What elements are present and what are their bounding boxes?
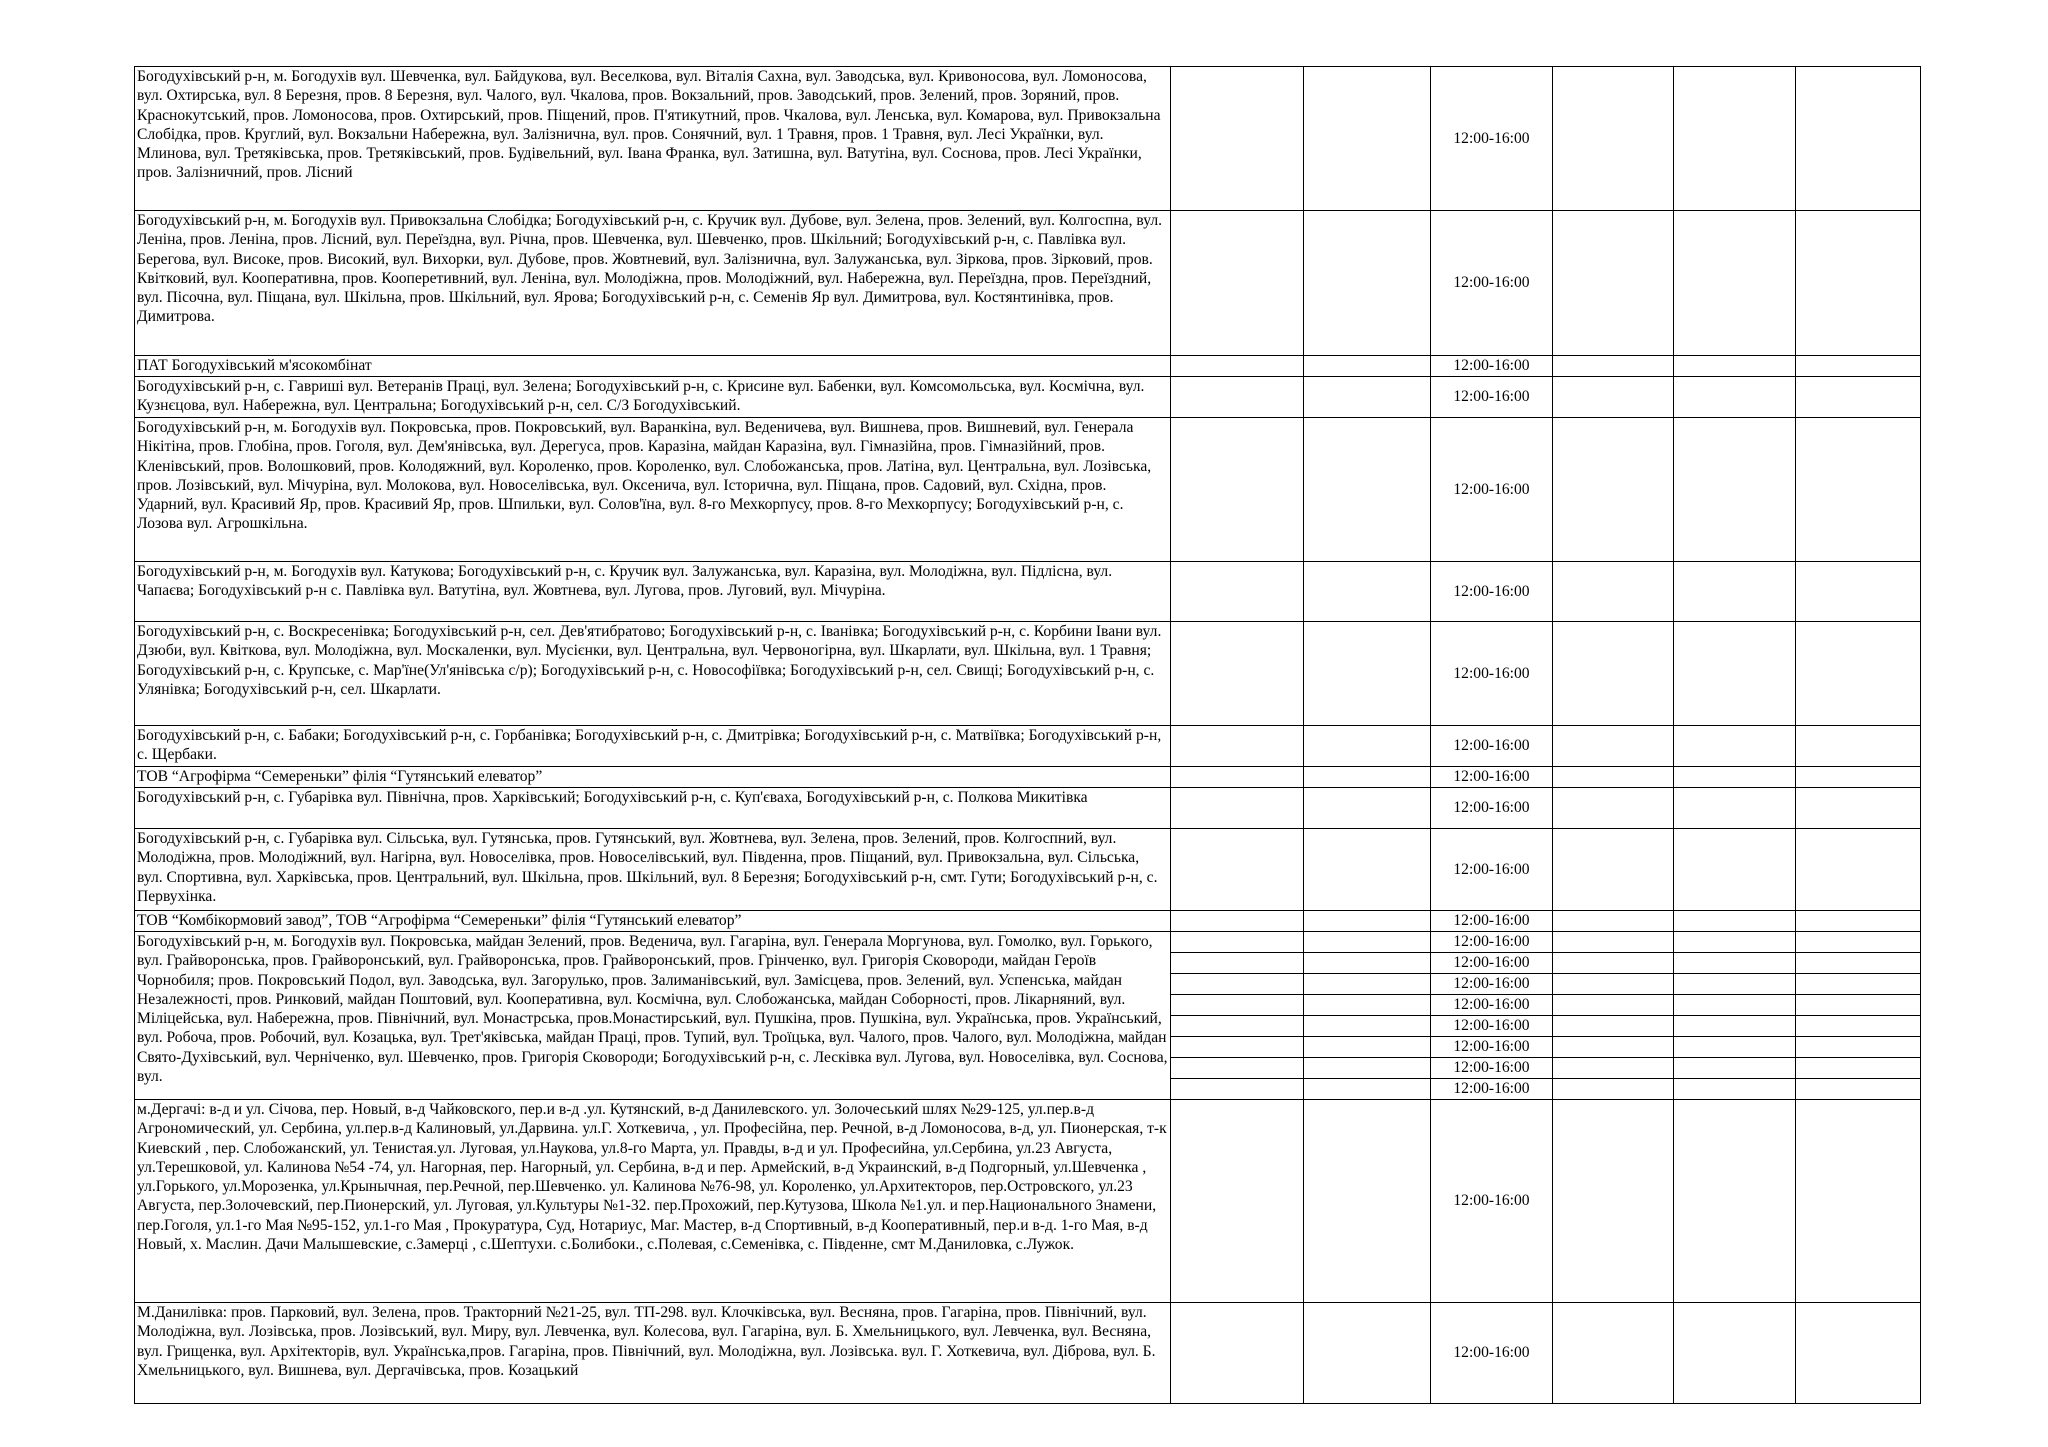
- table-row: [135, 377, 1921, 418]
- empty-cell: [1171, 418, 1304, 562]
- empty-cell: [1796, 356, 1921, 377]
- empty-cell: [1796, 911, 1921, 932]
- empty-cell: [1674, 1303, 1796, 1404]
- empty-cell: [1553, 829, 1674, 911]
- empty-cell: [1171, 767, 1304, 788]
- address-cell: Богодухівський р-н, с. Воскресенівка; Богодухівський р-н, сел. Дев'ятибратово; Богодухівський р-н, с. Іванівка; Богодухівський р-н, с. Корбини Івани вул. Дзюби, вул. Квіткова, вул. Молодіжна, вул. Москаленки, вул. Мусієнки, вул. Центральна, вул. Червоногірна, вул. Шкарлати, вул. Шкільна, вул. 1 Травня; Богодухівський р-н, с. Крупське, с. Мар'їне(Ул'янівська с/р); Богодухівський р-н, с. Новософіївка; Богодухівський р-н, сел. Свищі; Богодухівський р-н, с. Улянівка; Богодухівський р-н, сел. Шкарлати.: [135, 622, 1171, 726]
- empty-cell: [1796, 726, 1921, 767]
- empty-cell: [1674, 932, 1796, 953]
- address-cell: м.Дергачі: в-д и ул. Січова, пер. Новый, в-д Чайковского, пер.и в-д .ул. Кутянский, в-д Данилевского. ул. Золочеський шлях №29-125, ул.пер.в-д Агрономический, ул. Сербина, ул.пер.в-д Калиновый, ул.Дарвина. ул.Г. Хоткевича, , ул. Професійна, пер. Речной, в-д Ломоносова, в-д, ул. Пионерская, т-к Киевский , пер. Слобожанский, ул. Тенистая.ул. Луговая, ул.Наукова, ул.8-го Марта, ул. Правды, в-д и ул. Професийна, ул.Сербина, ул.23 Августа, ул.Терешковой, ул. Калинова №54 -74, ул. Нагорная, пер. Нагорный, ул. Сербина, в-д и пер. Армейский, в-д Украинский, в-д Подгорный, ул.Шевченка , ул.Горького, ул.Морозенка, ул.Крынычная, пер.Речной, пер.Шевченко. ул. Калинова №76-98, ул. Короленко, ул.Архитекторов, пер.Островского, ул.23 Августа, пер.Золочевский, пер.Пионерский, ул. Луговая, ул.Культуры №1-32. пер.Прохожий, пер.Кутузова, Школа №1.ул. и пер.Национального Знамени, пер.Гоголя, ул.1-го Мая №95-152, ул.1-го Мая , Прокуратура, Суд, Нотариус, Маг. Мастер, в-д Спортивный, в-д Кооперативный, пер.и в-д. 1-го Мая, в-д Новый, х. Маслин. Дачи Малышевские, с.Замерці , с.Шептухи. с.Болибоки., с.Полевая, с.Семенівка, с. Південне, смт М.Даниловка, с.Лужок.: [135, 1100, 1171, 1303]
- time-cell: 12:00-16:00: [1431, 995, 1553, 1016]
- empty-cell: [1304, 726, 1431, 767]
- empty-cell: [1171, 1100, 1304, 1303]
- empty-cell: [1796, 1016, 1921, 1037]
- empty-cell: [1171, 829, 1304, 911]
- empty-cell: [1553, 1303, 1674, 1404]
- empty-cell: [1171, 932, 1304, 953]
- empty-cell: [1674, 1100, 1796, 1303]
- empty-cell: [1553, 67, 1674, 211]
- empty-cell: [1674, 1016, 1796, 1037]
- empty-cell: [1553, 622, 1674, 726]
- empty-cell: [1171, 1079, 1304, 1100]
- time-cell: 12:00-16:00: [1431, 767, 1553, 788]
- empty-cell: [1553, 953, 1674, 974]
- time-cell: 12:00-16:00: [1431, 788, 1553, 829]
- empty-cell: [1553, 767, 1674, 788]
- empty-cell: [1796, 1079, 1921, 1100]
- empty-cell: [1796, 953, 1921, 974]
- time-cell: 12:00-16:00: [1431, 356, 1553, 377]
- empty-cell: [1796, 377, 1921, 418]
- empty-cell: [1171, 356, 1304, 377]
- table-row: [135, 767, 1921, 788]
- table-row: [135, 418, 1921, 562]
- empty-cell: [1304, 377, 1431, 418]
- empty-cell: [1304, 1016, 1431, 1037]
- empty-cell: [1674, 767, 1796, 788]
- empty-cell: [1304, 67, 1431, 211]
- empty-cell: [1796, 1058, 1921, 1079]
- table-row: [135, 788, 1921, 829]
- time-cell: 12:00-16:00: [1431, 622, 1553, 726]
- empty-cell: [1304, 974, 1431, 995]
- empty-cell: [1674, 911, 1796, 932]
- empty-cell: [1553, 726, 1674, 767]
- empty-cell: [1171, 974, 1304, 995]
- empty-cell: [1304, 622, 1431, 726]
- empty-cell: [1171, 726, 1304, 767]
- empty-cell: [1553, 377, 1674, 418]
- empty-cell: [1171, 622, 1304, 726]
- time-cell: 12:00-16:00: [1431, 211, 1553, 356]
- empty-cell: [1674, 788, 1796, 829]
- time-cell: 12:00-16:00: [1431, 377, 1553, 418]
- empty-cell: [1171, 562, 1304, 622]
- schedule-body: [135, 67, 1921, 1404]
- address-cell: Богодухівський р-н, м. Богодухів вул. Покровська, пров. Покровський, вул. Варанкіна, вул. Веденичева, вул. Вишнева, пров. Вишневий, вул. Генерала Нікітіна, пров. Глобіна, пров. Гоголя, вул. Дем'янівська, вул. Дерегуса, пров. Каразіна, майдан Каразіна, вул. Гімназійна, пров. Гімназійний, пров. Кленівський, пров. Волошковий, пров. Колодяжний, вул. Короленко, пров. Короленко, вул. Слобожанська, пров. Латіна, вул. Центральна, вул. Лозівська, пров. Лозівський, вул. Мічуріна, вул. Молокова, вул. Новоселівська, вул. Оксенича, вул. Історична, вул. Піщана, пров. Садовий, вул. Східна, пров. Ударний, вул. Красивий Яр, пров. Красивий Яр, пров. Шпильки, вул. Солов'їна, вул. 8-го Мехкорпусу, пров. 8-го Мехкорпусу; Богодухівський р-н, с. Лозова вул. Агрошкільна.: [135, 418, 1171, 562]
- empty-cell: [1304, 1079, 1431, 1100]
- empty-cell: [1674, 953, 1796, 974]
- empty-cell: [1553, 1079, 1674, 1100]
- empty-cell: [1304, 562, 1431, 622]
- empty-cell: [1553, 1016, 1674, 1037]
- address-cell: ТОВ “Комбікормовий завод”, ТОВ “Агрофірма “Семереньки” філія “Гутянський елеватор”: [135, 911, 1171, 932]
- address-cell: Богодухівський р-н, м. Богодухів вул. Покровська, майдан Зелений, пров. Веденича, вул. Гагаріна, вул. Генерала Моргунова, вул. Гомолко, вул. Горького, вул. Грайворонська, пров. Грайворонський, вул. Грайворонська, пров. Грайворонський, пров. Грінченко, вул. Григорія Сковороди, майдан Героїв Чорнобиля; пров. Покровський Подол, вул. Заводська, вул. Загорулько, пров. Залиманівський, вул. Замісцева, пров. Зелений, вул. Успенська, майдан Незалежності, пров. Ринковий, майдан Поштовий, вул. Кооперативна, вул. Космічна, вул. Слобожанська, майдан Соборності, пров. Лікарняний, вул. Міліцейська, вул. Набережна, пров. Північний, вул. Монастрська, пров.Монастирський, вул. Пушкіна, пров. Пушкіна, вул. Українська, пров. Український, вул. Робоча, пров. Робочий, вул. Козацька, вул. Трет'яківська, майдан Праці, пров. Тупий, вул. Троїцька, вул. Чалого, пров. Чалого, вул. Молодіжна, майдан Свято-Духівський, вул. Черніченко, вул. Шевченко, пров. Григорія Сковороди; Богодухівський р-н, с. Лесківка вул. Лугова, вул. Новоселівка, вул. Соснова, вул.: [135, 932, 1171, 1100]
- empty-cell: [1171, 1058, 1304, 1079]
- empty-cell: [1304, 932, 1431, 953]
- time-cell: 12:00-16:00: [1431, 974, 1553, 995]
- empty-cell: [1171, 995, 1304, 1016]
- empty-cell: [1304, 829, 1431, 911]
- empty-cell: [1304, 953, 1431, 974]
- table-row: [135, 1100, 1921, 1303]
- empty-cell: [1304, 1303, 1431, 1404]
- empty-cell: [1674, 377, 1796, 418]
- empty-cell: [1553, 211, 1674, 356]
- empty-cell: [1796, 932, 1921, 953]
- empty-cell: [1304, 1058, 1431, 1079]
- empty-cell: [1171, 377, 1304, 418]
- time-cell: 12:00-16:00: [1431, 1100, 1553, 1303]
- address-cell: Богодухівський р-н, с. Губарівка вул. Сільська, вул. Гутянська, пров. Гутянський, вул. Жовтнева, вул. Зелена, пров. Зелений, пров. Колгоспний, вул. Молодіжна, пров. Молодіжний, вул. Нагірна, вул. Новоселівка, пров. Новоселівський, вул. Південна, пров. Піщаний, вул. Привокзальна, вул. Сільська, вул. Спортивна, вул. Харківська, пров. Центральний, вул. Шкільна, пров. Шкільний, вул. 8 Березня; Богодухівський р-н, смт. Гути; Богодухівський р-н, с. Первухінка.: [135, 829, 1171, 911]
- empty-cell: [1796, 974, 1921, 995]
- time-cell: 12:00-16:00: [1431, 932, 1553, 953]
- empty-cell: [1796, 211, 1921, 356]
- address-cell: Богодухівський р-н, м. Богодухів вул. Катукова; Богодухівський р-н, с. Кручик вул. Залужанська, вул. Каразіна, вул. Молодіжна, вул. Підлісна, вул. Чапаєва; Богодухівський р-н с. Павлівка вул. Ватутіна, вул. Жовтнева, вул. Лугова, пров. Луговий, вул. Мічуріна.: [135, 562, 1171, 622]
- address-cell: Богодухівський р-н, м. Богодухів вул. Привокзальна Слобідка; Богодухівський р-н, с. Кручик вул. Дубове, вул. Зелена, пров. Зелений, вул. Колгоспна, вул. Леніна, пров. Леніна, пров. Лісний, вул. Переїздна, вул. Річна, пров. Шевченка, вул. Шевченко, пров. Шкільний; Богодухівський р-н, с. Павлівка вул. Берегова, вул. Високе, пров. Високий, вул. Вихорки, вул. Дубове, пров. Жовтневий, вул. Залізнична, вул. Залужанська, вул. Зіркова, пров. Зірковий, пров. Квітковий, вул. Кооперативна, пров. Коопeретивний, вул. Леніна, вул. Молодіжна, пров. Молодіжний, вул. Набережна, вул. Переїздна, пров. Переїздний, вул. Пісочна, вул. Піщана, вул. Шкільна, пров. Шкільний, вул. Ярова; Богодухівський р-н, с. Семенів Яр вул. Димитрова, вул. Костянтинівка, пров. Димитрова.: [135, 211, 1171, 356]
- empty-cell: [1674, 974, 1796, 995]
- empty-cell: [1171, 211, 1304, 356]
- time-cell: 12:00-16:00: [1431, 1016, 1553, 1037]
- empty-cell: [1304, 356, 1431, 377]
- empty-cell: [1171, 67, 1304, 211]
- empty-cell: [1553, 995, 1674, 1016]
- table-row: [135, 356, 1921, 377]
- empty-cell: [1171, 953, 1304, 974]
- empty-cell: [1674, 356, 1796, 377]
- time-cell: 12:00-16:00: [1431, 953, 1553, 974]
- time-cell: 12:00-16:00: [1431, 1079, 1553, 1100]
- empty-cell: [1304, 911, 1431, 932]
- empty-cell: [1553, 1037, 1674, 1058]
- time-cell: 12:00-16:00: [1431, 726, 1553, 767]
- time-cell: 12:00-16:00: [1431, 1037, 1553, 1058]
- table-row: [135, 562, 1921, 622]
- empty-cell: [1553, 1100, 1674, 1303]
- empty-cell: [1171, 1037, 1304, 1058]
- empty-cell: [1796, 788, 1921, 829]
- empty-cell: [1796, 995, 1921, 1016]
- empty-cell: [1171, 1016, 1304, 1037]
- empty-cell: [1304, 1100, 1431, 1303]
- empty-cell: [1796, 1100, 1921, 1303]
- time-cell: 12:00-16:00: [1431, 1303, 1553, 1404]
- empty-cell: [1171, 1303, 1304, 1404]
- empty-cell: [1304, 211, 1431, 356]
- address-cell: Богодухівський р-н, с. Бабаки; Богодухівський р-н, с. Горбанівка; Богодухівський р-н, с. Дмитрівка; Богодухівський р-н, с. Матвіївка; Богодухівський р-н, с. Щербаки.: [135, 726, 1171, 767]
- empty-cell: [1171, 911, 1304, 932]
- address-cell: ПАТ Богодухівський м'ясокомбінат: [135, 356, 1171, 377]
- empty-cell: [1674, 418, 1796, 562]
- empty-cell: [1304, 1037, 1431, 1058]
- time-cell: 12:00-16:00: [1431, 67, 1553, 211]
- empty-cell: [1674, 995, 1796, 1016]
- time-cell: 12:00-16:00: [1431, 829, 1553, 911]
- empty-cell: [1304, 788, 1431, 829]
- empty-cell: [1553, 974, 1674, 995]
- empty-cell: [1553, 911, 1674, 932]
- table-row: [135, 622, 1921, 726]
- empty-cell: [1796, 1037, 1921, 1058]
- table-row: [135, 726, 1921, 767]
- address-cell: Богодухівський р-н, с. Губарівка вул. Північна, пров. Харківський; Богодухівський р-н, с. Куп'єваха, Богодухівський р-н, с. Полкова Микитівка: [135, 788, 1171, 829]
- empty-cell: [1674, 1079, 1796, 1100]
- empty-cell: [1674, 1058, 1796, 1079]
- empty-cell: [1674, 67, 1796, 211]
- empty-cell: [1674, 562, 1796, 622]
- empty-cell: [1553, 418, 1674, 562]
- table-row: [135, 1303, 1921, 1404]
- empty-cell: [1304, 995, 1431, 1016]
- empty-cell: [1796, 562, 1921, 622]
- time-cell: 12:00-16:00: [1431, 1058, 1553, 1079]
- empty-cell: [1796, 767, 1921, 788]
- address-cell: Богодухівський р-н, м. Богодухів вул. Шевченка, вул. Байдукова, вул. Веселкова, вул. Віталія Сахна, вул. Заводська, вул. Кривоносова, вул. Ломоносова, вул. Охтирська, вул. 8 Березня, пров. 8 Березня, вул. Чалого, вул. Чкалова, пров. Вокзальний, пров. Заводський, пров. Зелений, пров. Зоряний, пров. Краснокутський, пров. Ломоносова, пров. Охтирський, пров. Піщений, пров. П'ятикутний, пров. Чкалова, вул. Ленська, вул. Комарова, вул. Привокзальна Слобідка, пров. Круглий, вул. Вокзальни Набережна, вул. Залізнична, вул. пров. Сонячний, вул. 1 Травня, пров. 1 Травня, вул. Лесі Українки, вул. Млинова, вул. Третяківська, пров. Третяківський, пров. Будівельний, вул. Івана Франка, вул. Затишна, вул. Ватутіна, вул. Соснова, пров. Лесі Українки, пров. Залізничний, пров. Лісний: [135, 67, 1171, 211]
- address-cell: Богодухівський р-н, с. Гавриші вул. Ветеранів Праці, вул. Зелена; Богодухівський р-н, с. Крисине вул. Бабенки, вул. Комсомольська, вул. Космічна, вул. Кузнєцова, вул. Набережна, вул. Центральна; Богодухівський р-н, сел. С/З Богодухівський.: [135, 377, 1171, 418]
- empty-cell: [1553, 562, 1674, 622]
- empty-cell: [1796, 418, 1921, 562]
- table-row: [135, 911, 1921, 932]
- table-row: [135, 932, 1921, 953]
- empty-cell: [1796, 1303, 1921, 1404]
- address-cell: ТОВ “Агрофірма “Семереньки” філія “Гутянський елеватор”: [135, 767, 1171, 788]
- table-row: [135, 211, 1921, 356]
- empty-cell: [1674, 622, 1796, 726]
- empty-cell: [1674, 1037, 1796, 1058]
- outage-schedule-table: [134, 66, 1921, 1404]
- time-cell: 12:00-16:00: [1431, 911, 1553, 932]
- empty-cell: [1171, 788, 1304, 829]
- empty-cell: [1553, 932, 1674, 953]
- address-cell: М.Данилівка: пров. Парковий, вул. Зелена, пров. Тракторний №21-25, вул. ТП-298. вул. Клочківська, вул. Весняна, пров. Гагаріна, пров. Північний, вул. Молодіжна, вул. Лозівська, пров. Лозівський, вул. Миру, вул. Левченка, вул. Колесова, вул. Гагаріна, вул. Б. Хмельницького, вул. Левченка, вул. Весняна, вул. Грищенка, вул. Архітекторів, вул. Українська,пров. Гагаріна, пров. Північний, вул. Молодіжна, вул. Лозівська. вул. Г. Хоткевича, вул. Діброва, вул. Б. Хмельницького, вул. Вишнева, вул. Дергачівська, пров. Козацький: [135, 1303, 1171, 1404]
- empty-cell: [1674, 829, 1796, 911]
- empty-cell: [1796, 67, 1921, 211]
- empty-cell: [1553, 788, 1674, 829]
- time-cell: 12:00-16:00: [1431, 562, 1553, 622]
- empty-cell: [1796, 829, 1921, 911]
- empty-cell: [1674, 211, 1796, 356]
- table-row: [135, 829, 1921, 911]
- empty-cell: [1674, 726, 1796, 767]
- table-row: [135, 67, 1921, 211]
- empty-cell: [1304, 418, 1431, 562]
- empty-cell: [1553, 1058, 1674, 1079]
- time-cell: 12:00-16:00: [1431, 418, 1553, 562]
- empty-cell: [1304, 767, 1431, 788]
- empty-cell: [1553, 356, 1674, 377]
- empty-cell: [1796, 622, 1921, 726]
